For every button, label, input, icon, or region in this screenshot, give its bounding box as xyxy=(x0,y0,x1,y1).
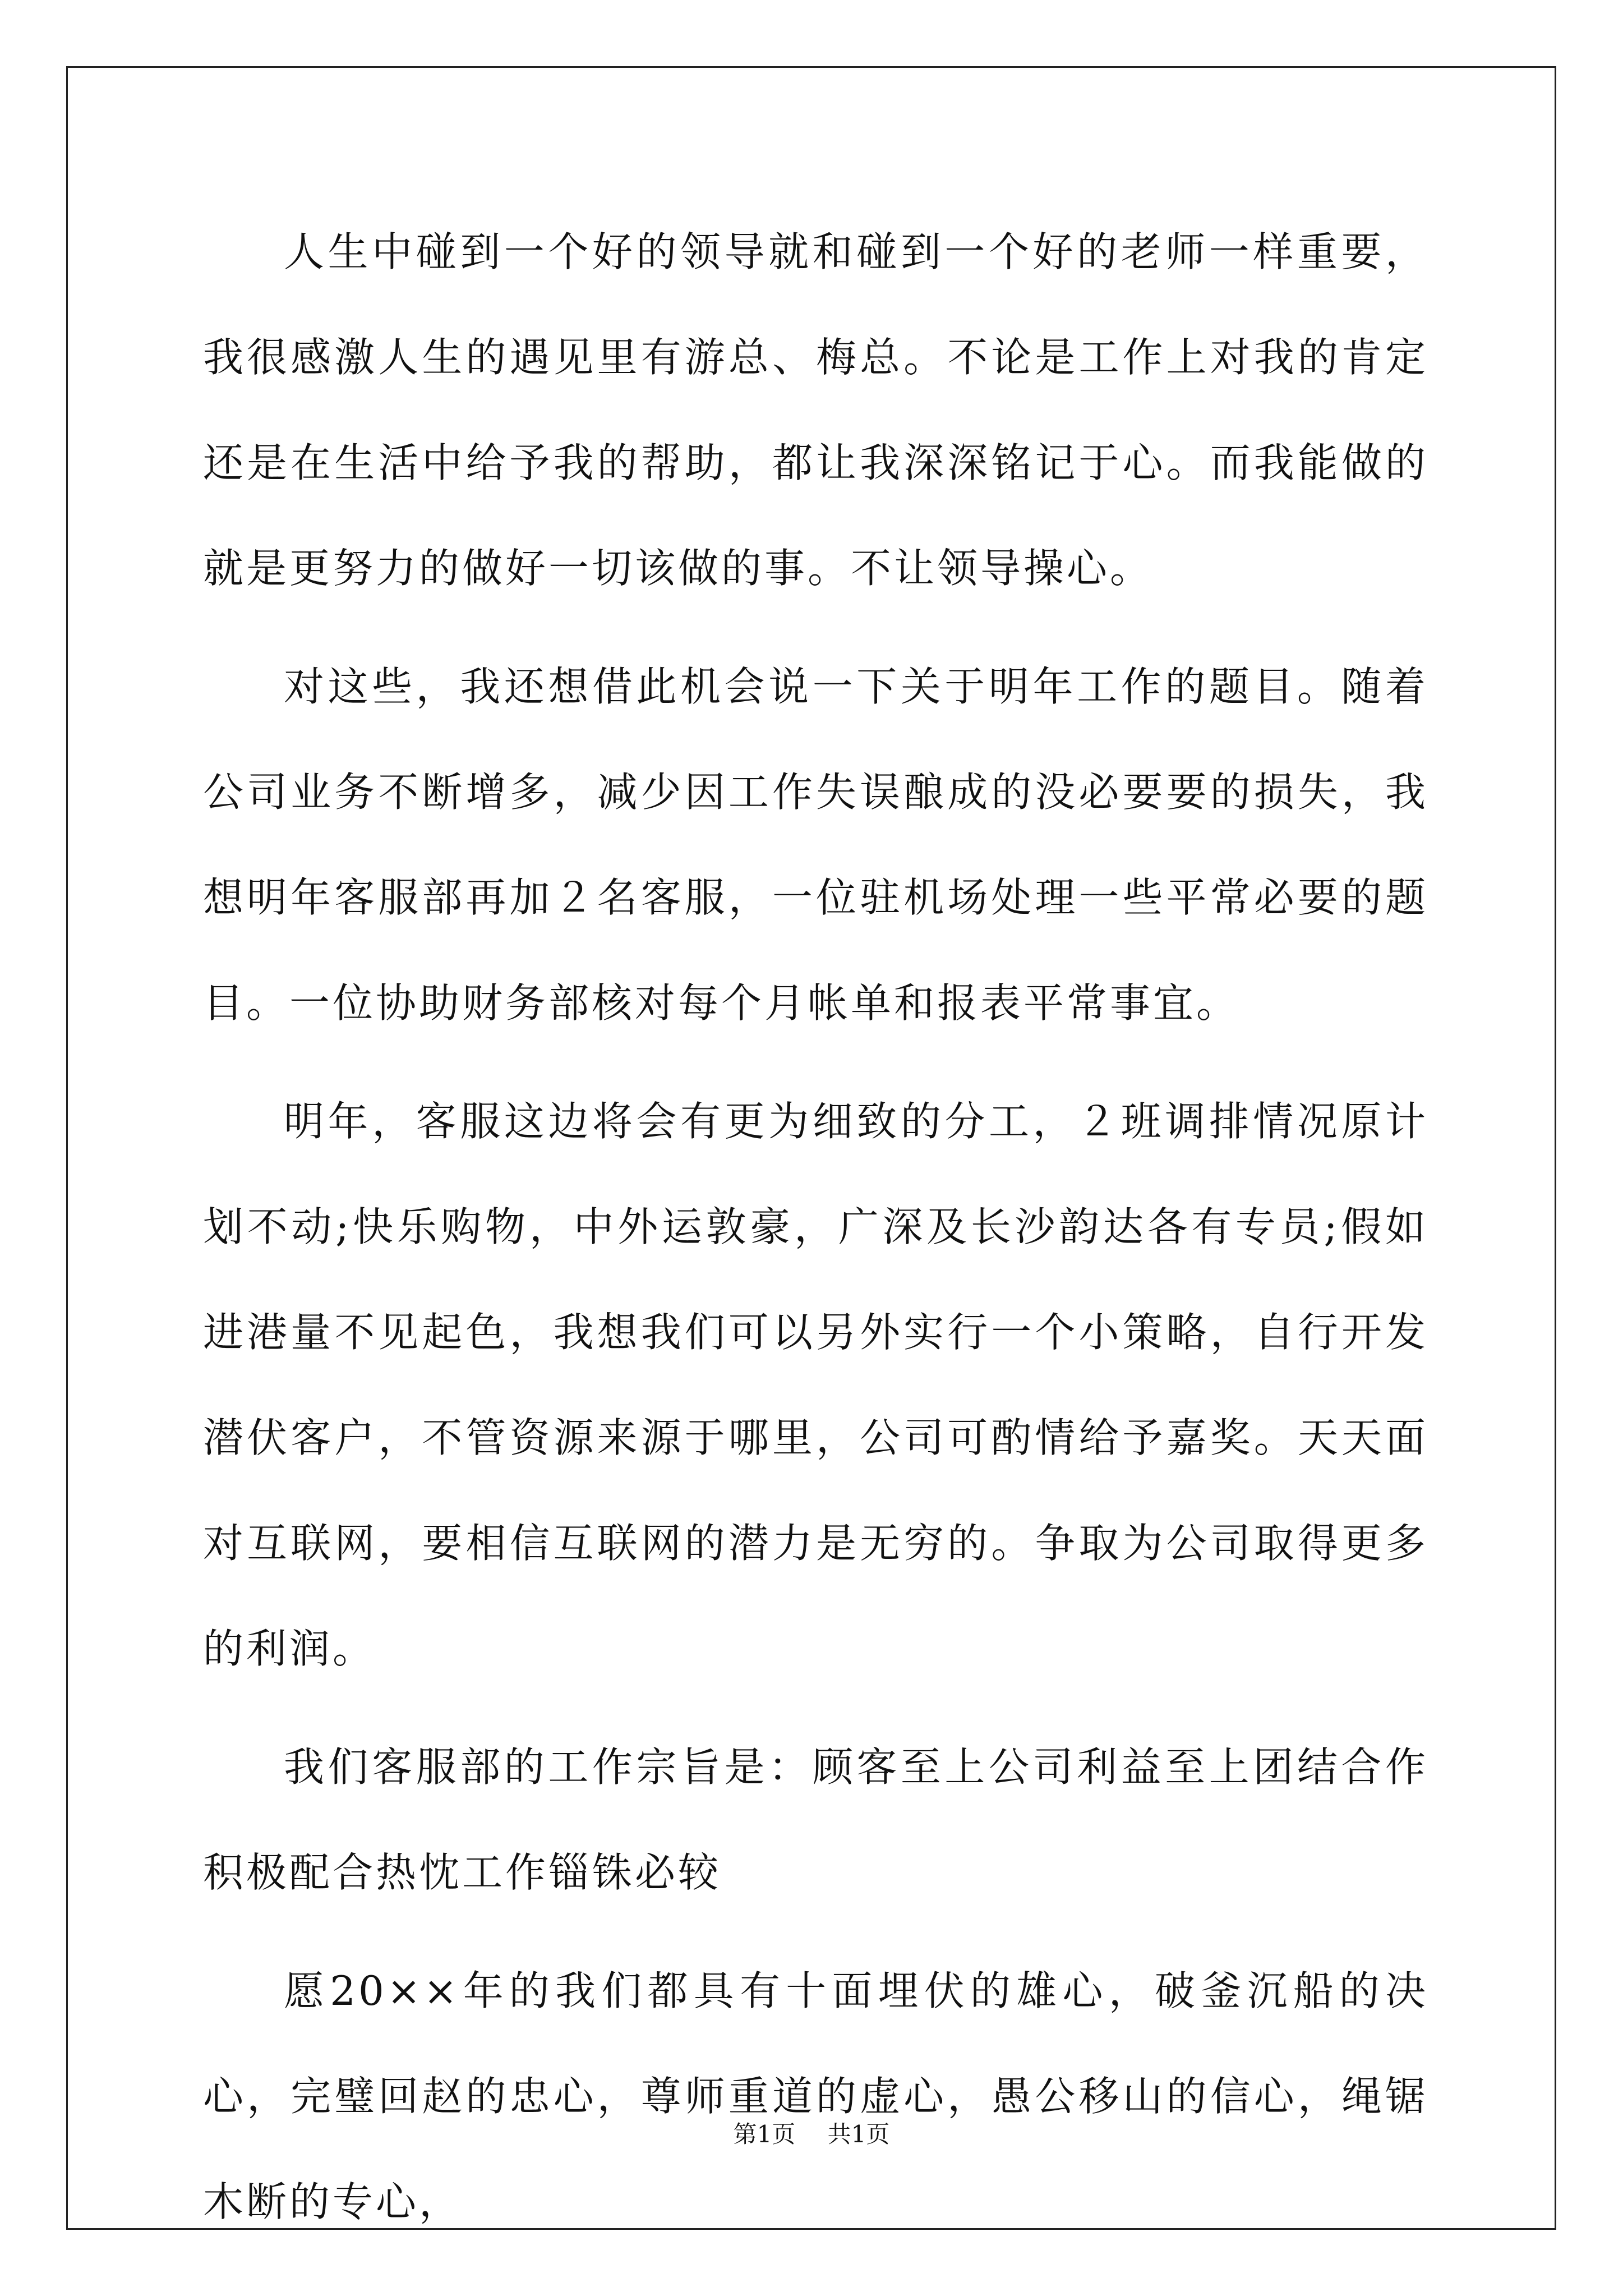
page-footer xyxy=(0,2118,1623,2151)
paragraph-1: 人生中碰到一个好的领导就和碰到一个好的老师一样重要，我很感激人生的遇见里有游总、梅总。不论是工作上对我的肯定还是在生活中给予我的帮助，都让我深深铭记于心。而我能做的就是更努力的做好一切该做的事。不让领导操心。 xyxy=(203,228,1428,592)
paragraph-4: 我们客服部的工作宗旨是：顾客至上公司利益至上团结合作积极配合热忱工作锱铢必较 xyxy=(203,1743,1428,1896)
page-total: 共1页 xyxy=(827,2120,890,2148)
paragraph-3: 明年，客服这边将会有更为细致的分工，２班调排情况原计划不动;快乐购物，中外运敦豪，广深及长沙韵达各有专员;假如进港量不见起色，我想我们可以另外实行一个小策略，自行开发潜伏客户，不管资源来源于哪里，公司可酌情给予嘉奖。天天面对互联网，要相信互联网的潜力是无穷的。争取为公司取得更多的利润。 xyxy=(203,1098,1428,1672)
paragraph-5: 愿20××年的我们都具有十面埋伏的雄心，破釜沉船的决心，完璧回赵的忠心，尊师重道的虚心，愚公移山的信心，绳锯木断的专心， xyxy=(203,1967,1428,2225)
page-number: 第1页 xyxy=(733,2120,796,2148)
document-body xyxy=(203,199,1428,2267)
paragraph-2: 对这些，我还想借此机会说一下关于明年工作的题目。随着公司业务不断增多，减少因工作失误酿成的没必要要的损失，我想明年客服部再加２名客服，一位驻机场处理一些平常必要的题目。一位协助财务部核对每个月帐单和报表平常事宜。 xyxy=(203,663,1428,1027)
